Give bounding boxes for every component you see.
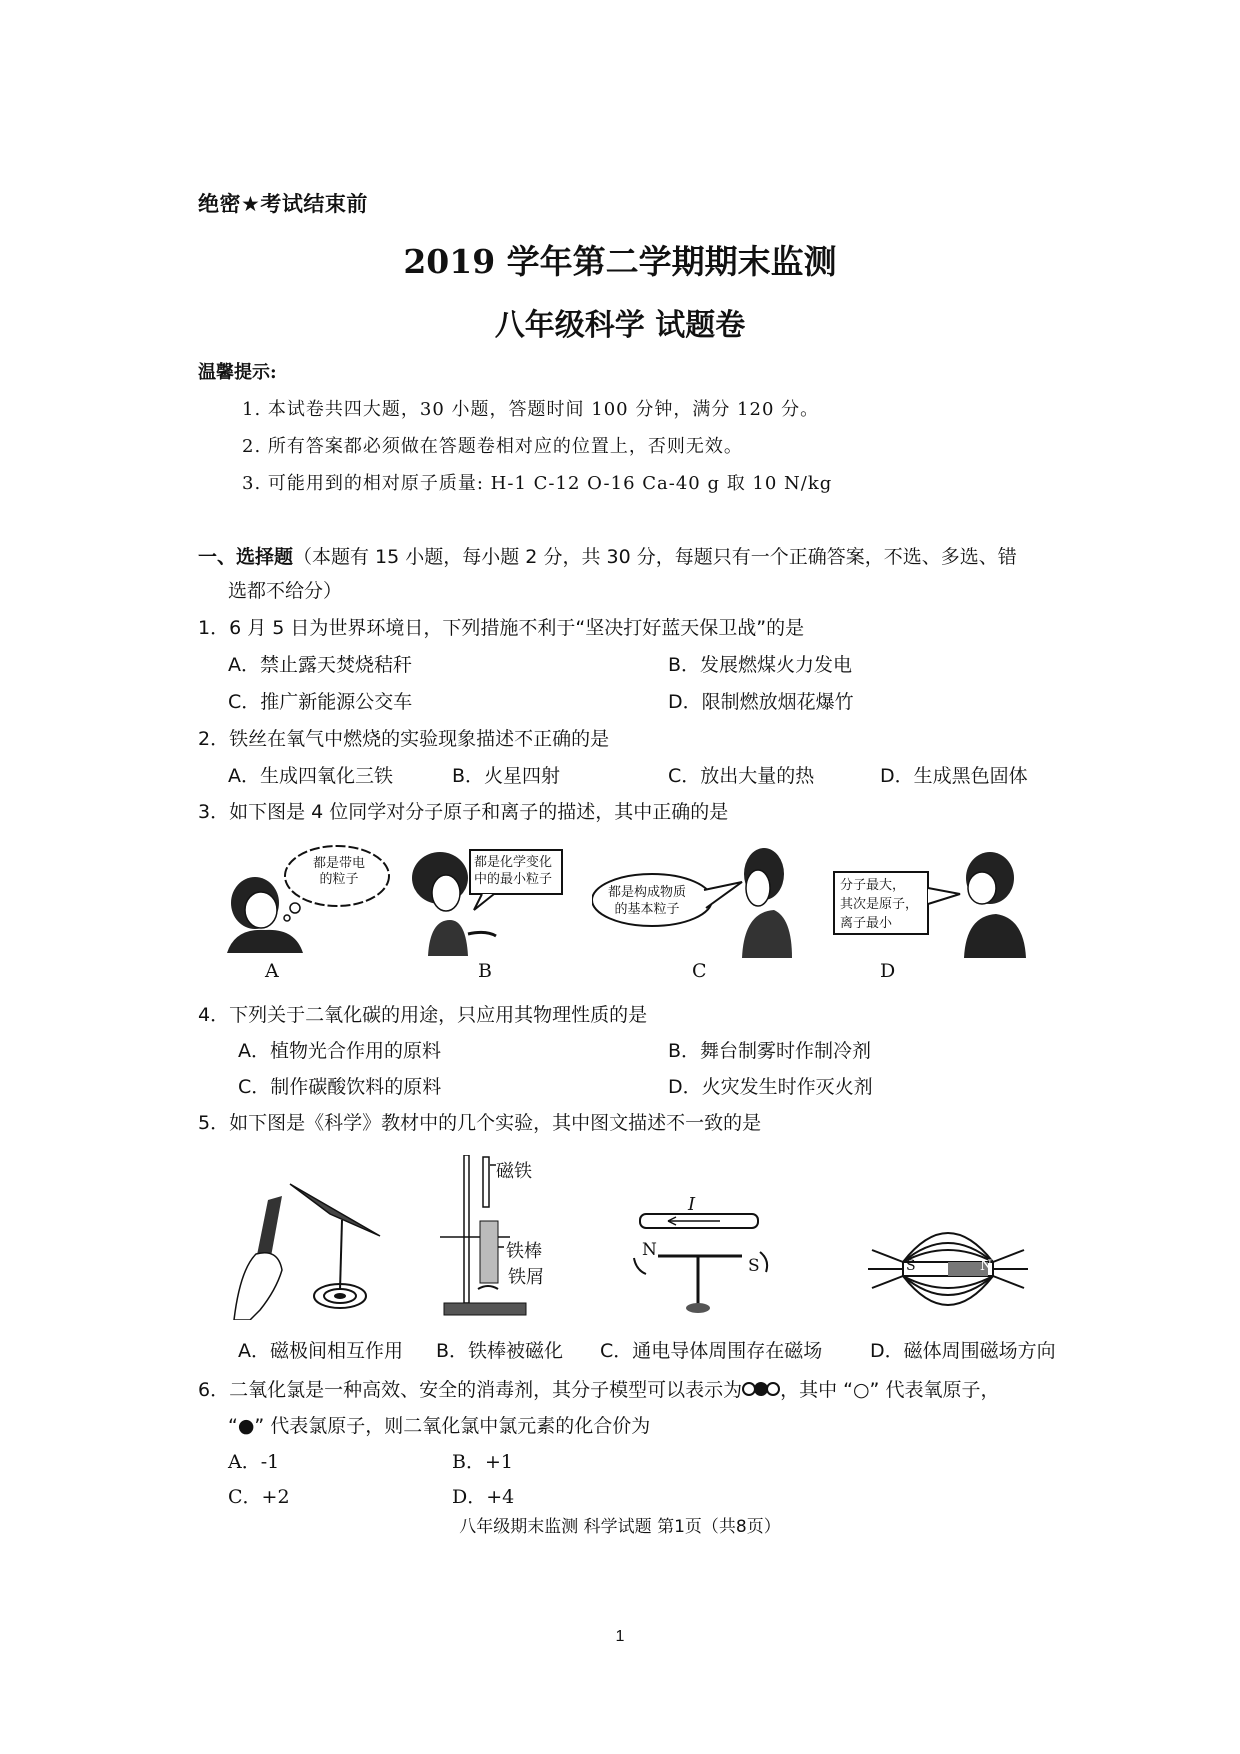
- question-6-stem: [198, 1375, 999, 1402]
- bubble-line: 都是构成物质: [608, 885, 687, 900]
- q2-option-a: A．生成四氧化三铁: [228, 765, 393, 787]
- label-iron-rod: 铁棒: [506, 1241, 542, 1262]
- q5-figure-a: [230, 1170, 400, 1320]
- q3-label-d: D: [880, 960, 896, 982]
- q6-option-d: D．+4: [452, 1486, 515, 1508]
- q4-option-d: D．火灾发生时作灭火剂: [668, 1076, 873, 1098]
- section-heading: [198, 542, 1017, 569]
- label-bar-s: S: [906, 1258, 916, 1274]
- q3-figure-d: [830, 838, 1040, 958]
- q2-option-c: C．放出大量的热: [668, 765, 815, 787]
- confidential-mark: 绝密★考试结束前: [198, 192, 368, 216]
- question-4-stem: 4．下列关于二氧化碳的用途，只应用其物理性质的是: [198, 1004, 648, 1026]
- question-6-stem-cont: “●” 代表氯原子，则二氧化氯中氯元素的化合价为: [228, 1415, 651, 1437]
- bubble-line: 中的最小粒子: [474, 872, 553, 887]
- question-5-stem: 5．如下图是《科学》教材中的几个实验，其中图文描述不一致的是: [198, 1112, 762, 1134]
- label-bar-n: N: [980, 1258, 993, 1274]
- q3-b-bubble: [474, 854, 552, 888]
- q5-figure-c: [620, 1194, 790, 1320]
- bubble-line: 的基本粒子: [614, 902, 680, 917]
- q6-option-a: A．-1: [228, 1451, 280, 1473]
- q1-option-a: A．禁止露天焚烧秸秆: [228, 654, 412, 676]
- molecule-model-icon: [742, 1380, 780, 1402]
- q3-figure-a: [225, 838, 405, 958]
- bubble-line: 都是化学变化: [474, 855, 553, 870]
- bubble-line: 其次是原子，: [840, 897, 919, 912]
- question-2-stem: 2．铁丝在氧气中燃烧的实验现象描述不正确的是: [198, 728, 610, 750]
- q4-option-b: B．舞台制雾时作制冷剂: [668, 1040, 872, 1062]
- q4-option-a: A．植物光合作用的原料: [238, 1040, 441, 1062]
- question-1-stem: 1．6 月 5 日为世界环境日，下列措施不利于“坚决打好蓝天保卫战”的是: [198, 617, 805, 639]
- page-footer: 八年级期末监测 科学试题 第1页（共8页）: [459, 1517, 781, 1537]
- bar-magnet-field-illustration: [868, 1210, 1028, 1320]
- q1-option-b: B．发展燃煤火力发电: [668, 654, 853, 676]
- bubble-line: 离子最小: [840, 916, 893, 931]
- bubble-line: 的粒子: [319, 872, 359, 887]
- question-3-stem: 3．如下图是 4 位同学对分子原子和离子的描述，其中正确的是: [198, 801, 729, 823]
- q2-option-d: D．生成黑色固体: [880, 765, 1028, 787]
- label-magnet: 磁铁: [496, 1161, 532, 1182]
- section-desc: （本题有 15 小题，每小题 2 分，共 30 分，每题只有一个正确答案，不选、多选、错: [293, 546, 1017, 568]
- q6-stem-text: ，其中 “○” 代表氧原子，: [780, 1379, 1000, 1401]
- q6-option-c: C．+2: [228, 1486, 290, 1508]
- q3-figure-b: [400, 838, 580, 958]
- q2-option-b: B．火星四射: [452, 765, 561, 787]
- label-current: I: [688, 1194, 696, 1215]
- tip-item: 1. 本试卷共四大题，30 小题，答题时间 100 分钟，满分 120 分。: [242, 399, 820, 420]
- compass-needle-illustration: [230, 1170, 400, 1320]
- exam-subtitle: 八年级科学 试题卷: [494, 308, 746, 343]
- label-north: N: [642, 1240, 657, 1260]
- section-label: 一、选择题: [198, 546, 294, 568]
- q1-option-c: C．推广新能源公交车: [228, 691, 413, 713]
- q3-d-bubble: [840, 876, 918, 933]
- q5-option-d: D．磁体周围磁场方向: [870, 1340, 1056, 1362]
- label-iron-filings: 铁屑: [508, 1267, 544, 1288]
- bubble-line: 分子最大，: [840, 878, 906, 893]
- q3-label-b: B: [478, 960, 492, 982]
- oersted-experiment-illustration: [620, 1200, 790, 1320]
- q5-option-c: C．通电导体周围存在磁场: [600, 1340, 823, 1362]
- q4-option-c: C．制作碳酸饮料的原料: [238, 1076, 442, 1098]
- q1-option-d: D．限制燃放烟花爆竹: [668, 691, 854, 713]
- q6-stem-text: 6．二氧化氯是一种高效、安全的消毒剂，其分子模型可以表示为: [198, 1379, 743, 1401]
- tip-item: 3. 可能用到的相对原子质量: H-1 C-12 O-16 Ca-40 g 取 10 N/kg: [242, 473, 833, 494]
- tip-item: 2. 所有答案都必须做在答题卷相对应的位置上，否则无效。: [242, 436, 743, 457]
- q5-figure-d: [868, 1210, 1028, 1320]
- q5-option-a: A．磁极间相互作用: [238, 1340, 403, 1362]
- q3-label-c: C: [692, 960, 707, 982]
- q5-option-b: B．铁棒被磁化: [436, 1340, 564, 1362]
- q3-figure-c: [592, 838, 802, 958]
- q3-a-bubble: [313, 856, 365, 888]
- bubble-line: 都是带电: [313, 856, 366, 871]
- q3-c-bubble: [608, 884, 686, 918]
- section-desc-cont: 选都不给分）: [228, 580, 343, 602]
- q6-option-b: B．+1: [452, 1451, 513, 1473]
- label-south: S: [748, 1256, 760, 1276]
- exam-title: 2019 学年第二学期期末监测: [403, 242, 837, 281]
- page-number: 1: [615, 1628, 625, 1645]
- q3-label-a: A: [265, 960, 279, 982]
- q5-figure-b: [440, 1155, 580, 1320]
- tips-heading: 温馨提示:: [198, 362, 277, 383]
